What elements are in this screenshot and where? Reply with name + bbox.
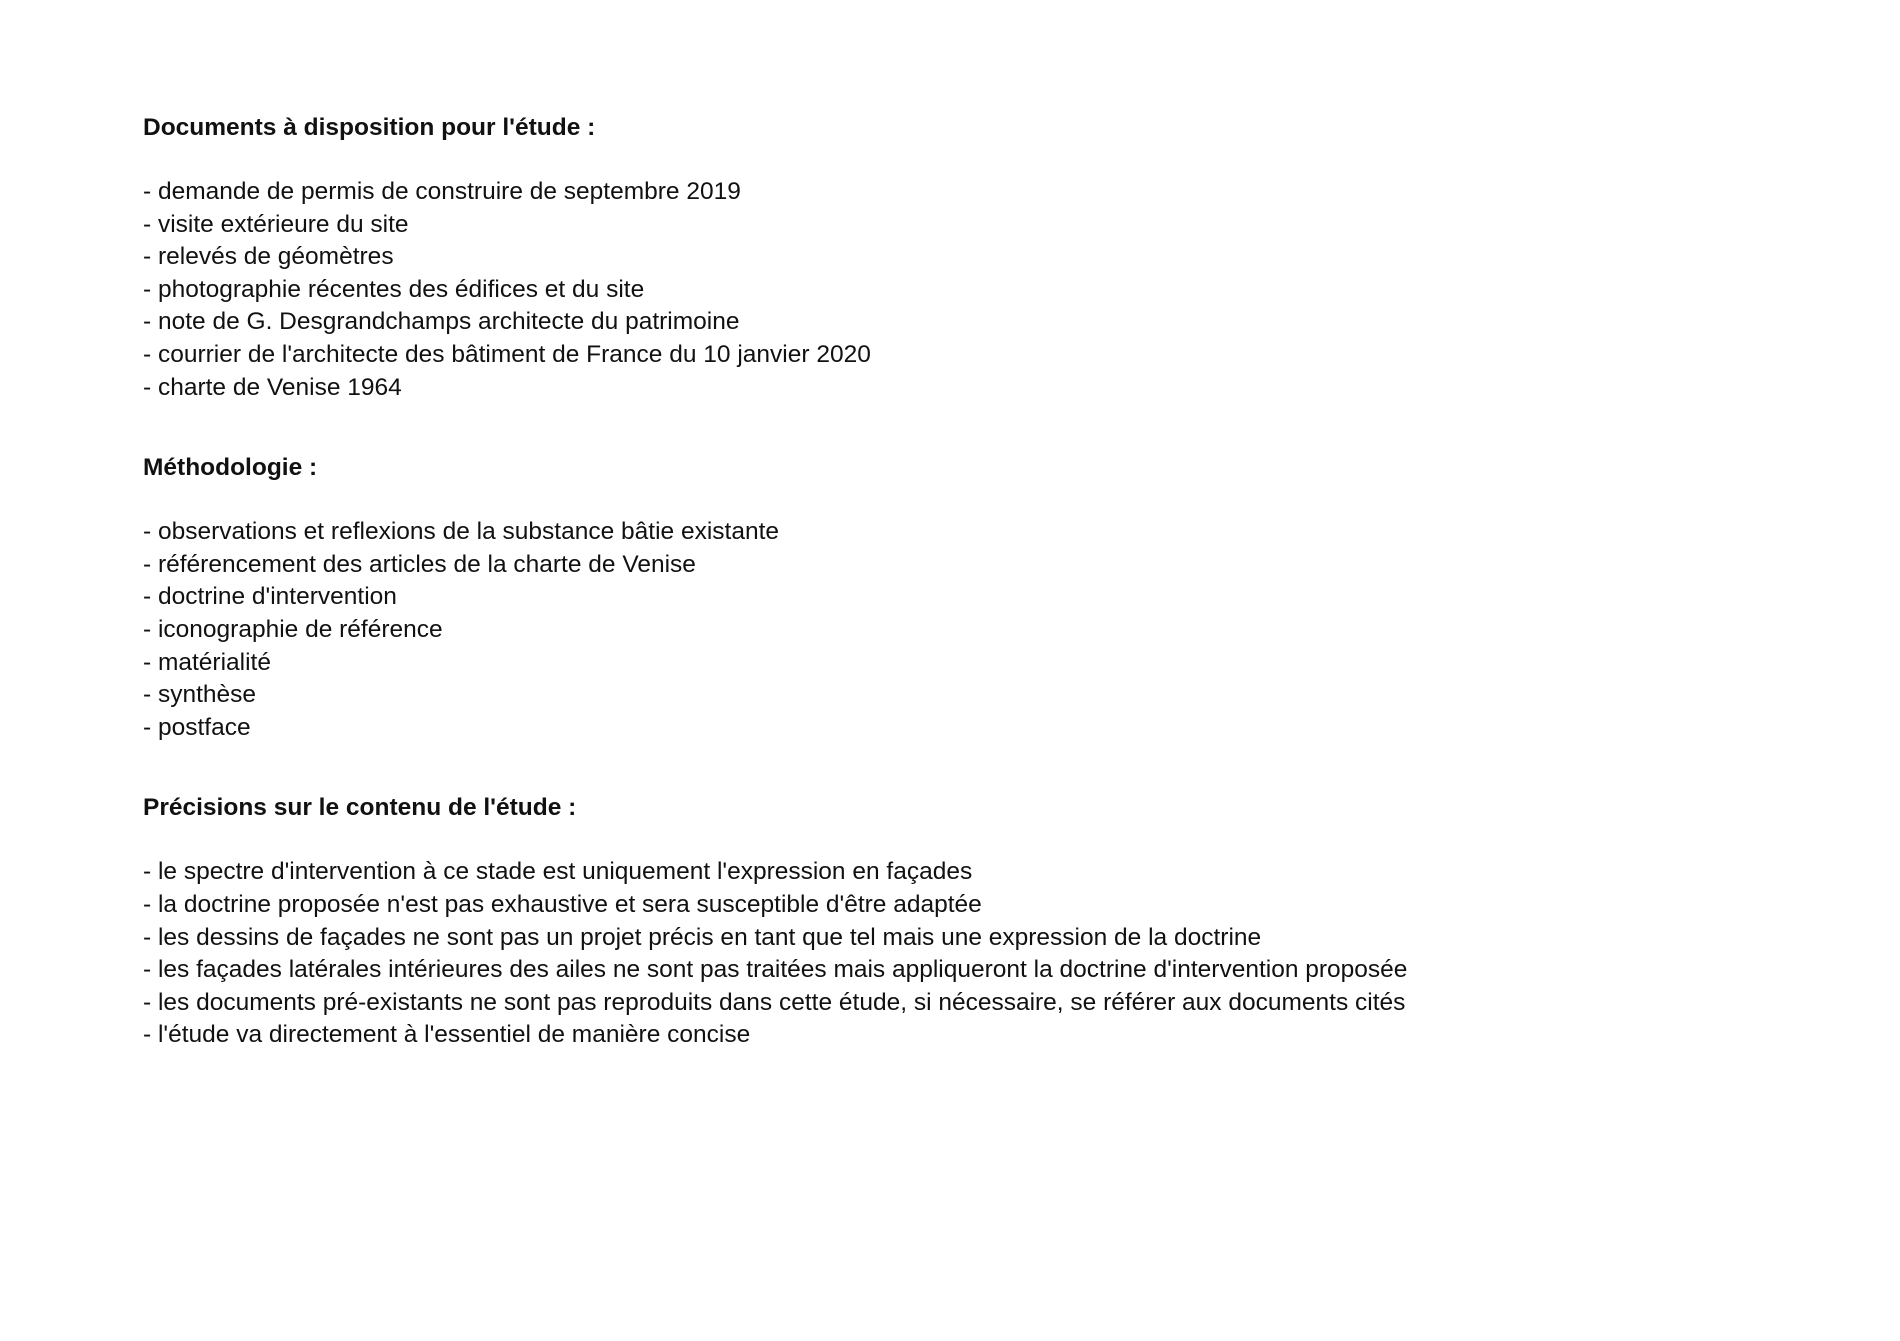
list-item: - doctrine d'intervention <box>143 583 397 611</box>
list-item: - le spectre d'intervention à ce stade est uniquement l'expression en façades <box>143 858 973 886</box>
section-heading: Documents à disposition pour l'étude : <box>143 114 596 141</box>
section-methodologie <box>143 452 1843 744</box>
list-item: - note de G. Desgrandchamps architecte du patrimoine <box>143 308 740 336</box>
documents-list <box>143 176 1843 404</box>
list-item: - photographie récentes des édifices et du site <box>143 275 645 303</box>
section-heading: Méthodologie : <box>143 454 318 482</box>
precisions-list <box>143 856 1843 1052</box>
list-item: - matérialité <box>143 648 271 676</box>
list-item: - postface <box>143 713 251 741</box>
list-item: - iconographie de référence <box>143 615 443 643</box>
list-item: - charte de Venise 1964 <box>143 373 402 401</box>
section-precisions <box>143 792 1843 1052</box>
section-heading: Précisions sur le contenu de l'étude : <box>143 794 577 822</box>
list-item: - les documents pré-existants ne sont pas reproduits dans cette étude, si nécessaire, se référer aux documents cités <box>143 988 1406 1016</box>
section-documents <box>143 112 1843 404</box>
document-page <box>143 112 1843 1052</box>
list-item: - observations et reflexions de la substance bâtie existante <box>143 518 780 546</box>
list-item: - les dessins de façades ne sont pas un projet précis en tant que tel mais une expression de la doctrine <box>143 923 1262 951</box>
list-item: - courrier de l'architecte des bâtiment de France du 10 janvier 2020 <box>143 340 871 368</box>
list-item: - les façades latérales intérieures des ailes ne sont pas traitées mais appliqueront la doctrine d'intervention proposée <box>143 956 1408 984</box>
list-item: - demande de permis de construire de septembre 2019 <box>143 178 741 205</box>
methodologie-list <box>143 516 1843 744</box>
list-item: - relevés de géomètres <box>143 243 394 271</box>
list-item: - la doctrine proposée n'est pas exhaustive et sera susceptible d'être adaptée <box>143 890 982 918</box>
list-item: - l'étude va directement à l'essentiel de manière concise <box>143 1021 751 1049</box>
list-item: - visite extérieure du site <box>143 210 409 238</box>
list-item: - synthèse <box>143 681 257 709</box>
list-item: - référencement des articles de la charte de Venise <box>143 550 696 578</box>
